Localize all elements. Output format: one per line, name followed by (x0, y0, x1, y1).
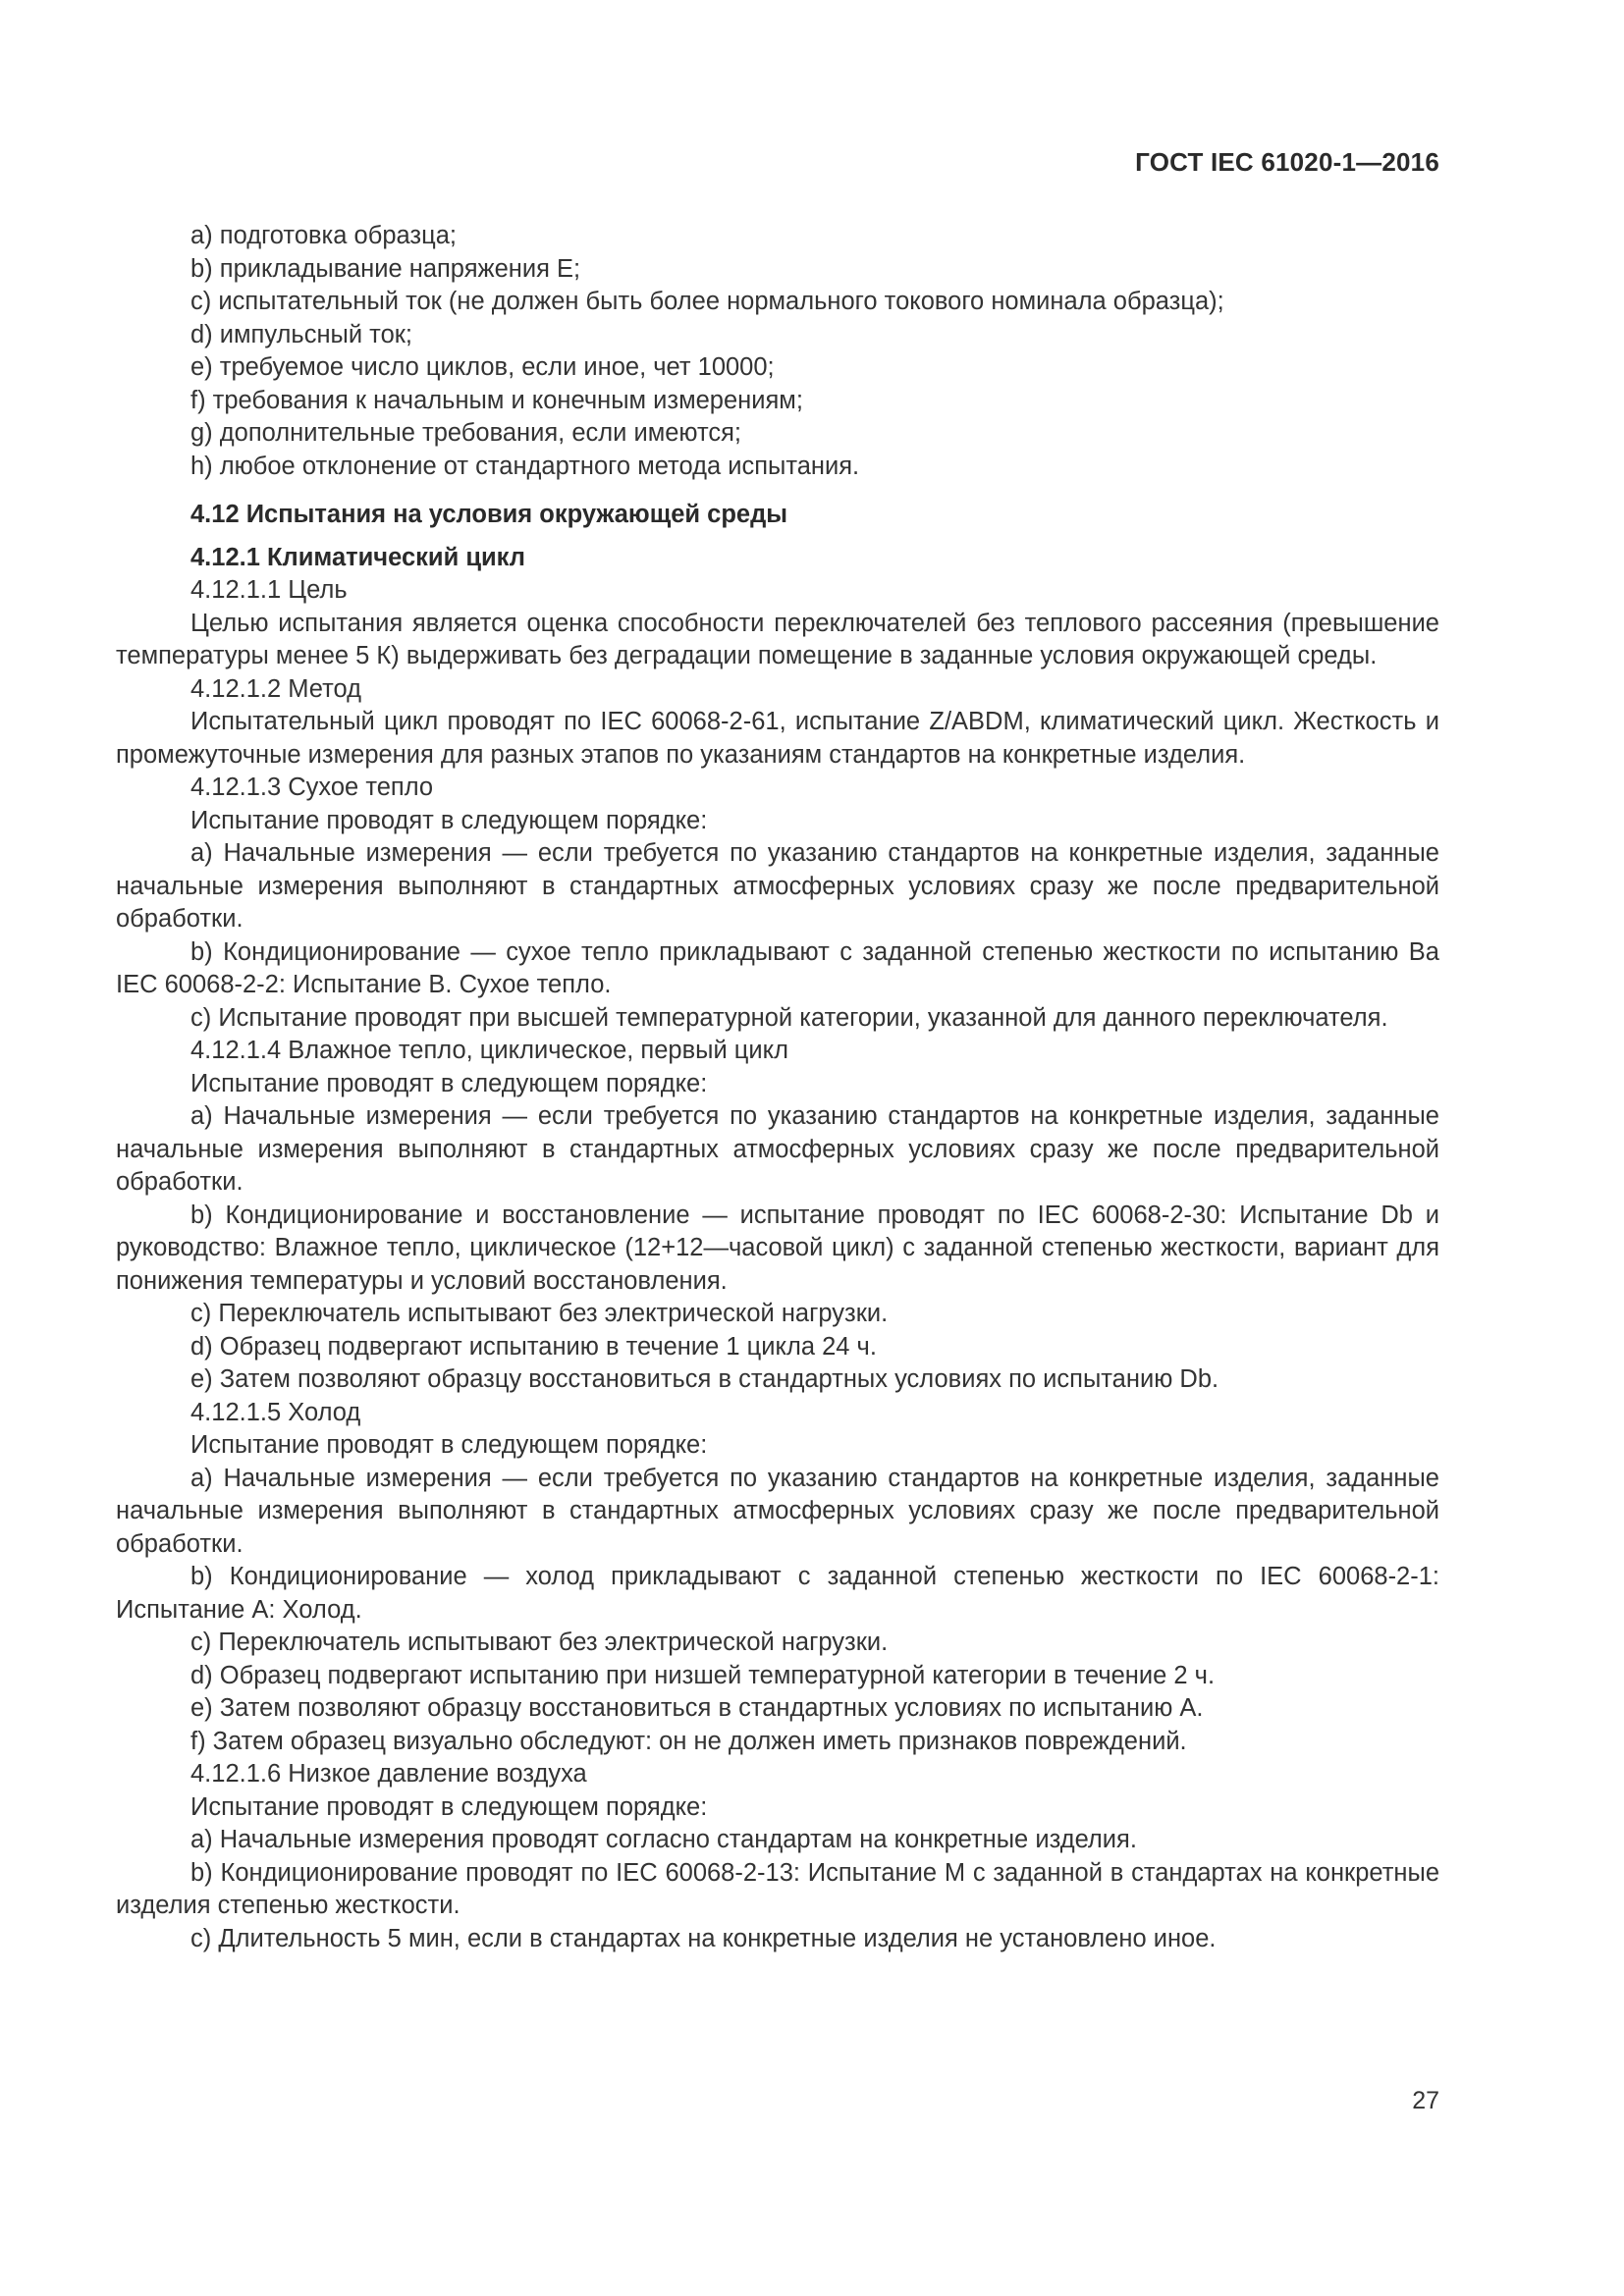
list-item: а) Начальные измерения проводят согласно стандартам на конкретные изделия. (190, 1826, 1137, 1853)
list-item: b) Кондиционирование — сухое тепло прикладывают с заданной степенью жесткости по испытанию Ba IEC 60068-2-2: Испытание В. Сухое тепло. (116, 937, 1439, 998)
paragraph: Испытательный цикл проводят по IEC 60068-2-61, испытание Z/ABDM, климатический цикл. Жесткость и промежуточные измерения для разных этапов по указаниям стандартов на конкретные изделия. (116, 708, 1439, 769)
list-item: c) испытательный ток (не должен быть более нормального токового номинала образца); (190, 288, 1224, 315)
paragraph: Испытание проводят в следующем порядке: (190, 1431, 708, 1459)
list-item: c) Испытание проводят при высшей температурной категории, указанной для данного переключателя. (190, 1003, 1388, 1032)
document-header: ГОСТ IEC 61020-1—2016 (1135, 147, 1439, 177)
list-item: d) импульсный ток; (190, 320, 413, 348)
list-item: а) подготовка образца; (190, 222, 457, 249)
list-item: f) Затем образец визуально обследуют: он не должен иметь признаков повреждений. (190, 1727, 1187, 1755)
list-item: e) Затем позволяют образцу восстановиться в стандартных условиях по испытанию Db. (190, 1365, 1219, 1393)
list-item: а) Начальные измерения — если требуется по указанию стандартов на конкретные изделия, заданные начальные измерения выполняют в стандартных атмосферных условиях сразу же после предварительной обработки. (116, 839, 1439, 933)
list-item: g) дополнительные требования, если имеются; (190, 419, 742, 447)
paragraph: Испытание проводят в следующем порядке: (190, 1069, 708, 1097)
page-number: 27 (1412, 2087, 1439, 2114)
list-item: b) Кондиционирование — холод прикладывают с заданной степенью жесткости по IEC 60068-2-1: Испытание А: Холод. (116, 1563, 1439, 1624)
subsection-title: 4.12.1.5 Холод (190, 1398, 361, 1426)
paragraph: Испытание проводят в следующем порядке: (190, 806, 708, 834)
list-item: h) любое отклонение от стандартного метода испытания. (190, 452, 860, 480)
list-item: e) требуемое число циклов, если иное, чет 10000; (190, 353, 775, 381)
subsection-title: 4.12.1.2 Метод (190, 674, 362, 703)
paragraph: Испытание проводят в следующем порядке: (190, 1792, 708, 1821)
page-body (116, 220, 1439, 1955)
subsection-title: 4.12.1.6 Низкое давление воздуха (190, 1760, 587, 1788)
list-item: b) Кондиционирование проводят по IEC 60068-2-13: Испытание М с заданной в стандартах на конкретные изделия степенью жесткости. (116, 1858, 1439, 1919)
list-item: а) Начальные измерения — если требуется по указанию стандартов на конкретные изделия, заданные начальные измерения выполняют в стандартных атмосферных условиях сразу же после предварительной обработки. (116, 1464, 1439, 1558)
section-heading-4-12: 4.12 Испытания на условия окружающей среды (190, 501, 788, 528)
list-item: b) прикладывание напряжения E; (190, 254, 581, 283)
subsection-title: 4.12.1.1 Цель (190, 576, 348, 604)
list-item: f) требования к начальным и конечным измерениям; (190, 386, 803, 414)
list-item: а) Начальные измерения — если требуется по указанию стандартов на конкретные изделия, заданные начальные измерения выполняют в стандартных атмосферных условиях сразу же после предварительной обработки. (116, 1102, 1439, 1196)
list-item: c) Переключатель испытывают без электрической нагрузки. (190, 1629, 889, 1656)
list-item: c) Переключатель испытывают без электрической нагрузки. (190, 1300, 889, 1327)
section-heading-4-12-1: 4.12.1 Климатический цикл (190, 543, 525, 571)
list-item: d) Образец подвергают испытанию при низшей температурной категории в течение 2 ч. (190, 1661, 1216, 1689)
paragraph: Целью испытания является оценка способности переключателей без теплового рассеяния (превышение температуры менее 5 К) выдерживать без деградации помещение в заданные условия окружающей среды. (116, 609, 1439, 669)
list-item: b) Кондиционирование и восстановление — испытание проводят по IEC 60068-2-30: Испытание Db и руководство: Влажное тепло, циклическое (12+12—часовой цикл) с заданной степенью жесткости, вариант для понижения температуры и условий восстановления. (116, 1201, 1439, 1295)
subsection-title: 4.12.1.3 Сухое тепло (190, 774, 434, 801)
list-item: d) Образец подвергают испытанию в течение 1 цикла 24 ч. (190, 1332, 877, 1361)
list-item: c) Длительность 5 мин, если в стандартах на конкретные изделия не установлено иное. (190, 1924, 1217, 1952)
list-item: e) Затем позволяют образцу восстановиться в стандартных условиях по испытанию А. (190, 1694, 1204, 1722)
subsection-title: 4.12.1.4 Влажное тепло, циклическое, первый цикл (190, 1037, 788, 1064)
